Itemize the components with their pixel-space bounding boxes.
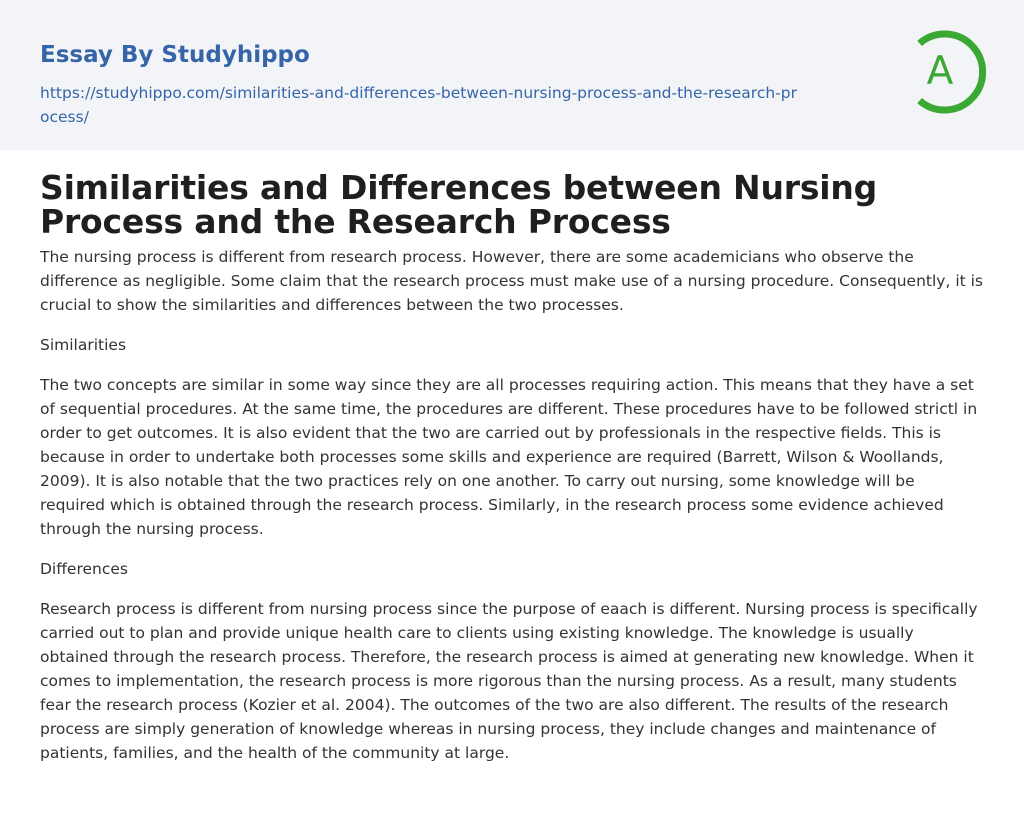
- section-heading-differences: Differences: [40, 560, 128, 578]
- article: [40, 168, 984, 781]
- section-heading-similarities: Similarities: [40, 336, 127, 354]
- differences-paragraph: Research process is different from nursing process since the purpose of eaach is different. Nursing process is specifically carried out to plan and provide unique health care to clients using existing knowledge. The knowledge is usually obtained through the research process. Therefore, the research process is aimed at generating new knowledge. When it comes to implementation, the research process is more rigorous than the nursing process. As a result, many students fear the research process (Kozier et al. 2004). The outcomes of the two are also different. The results of the research process are simply generation of knowledge whereas in nursing process, they include changes and maintenance of patients, families, and the health of the community at large.: [40, 600, 978, 762]
- site-brand[interactable]: Essay By Studyhippo: [40, 42, 310, 68]
- studyhippo-logo-icon[interactable]: [909, 27, 989, 117]
- page-title: Similarities and Differences between Nursing Process and the Research Process: [40, 168, 878, 241]
- page-header: [0, 0, 1024, 150]
- similarities-paragraph: The two concepts are similar in some way since they are all processes requiring action. This means that they have a set of sequential procedures. At the same time, the procedures are different. These procedures have to be followed strictl in order to get outcomes. It is also evident that the two are carried out by professionals in the respective fields. This is because in order to undertake both processes some skills and experience are required (Barrett, Wilson & Woollands, 2009). It is also notable that the two practices rely on one another. To carry out nursing, some knowledge will be required which is obtained through the research process. Similarly, in the research process some evidence achieved through the nursing process.: [40, 376, 978, 538]
- intro-paragraph: The nursing process is different from research process. However, there are some academicians who observe the difference as negligible. Some claim that the research process must make use of a nursing procedure. Consequently, it is crucial to show the similarities and differences between the two processes.: [40, 248, 984, 314]
- source-url-link[interactable]: https://studyhippo.com/similarities-and-differences-between-nursing-process-and-the-research-process/: [40, 84, 797, 126]
- logo-letter: A: [926, 49, 954, 94]
